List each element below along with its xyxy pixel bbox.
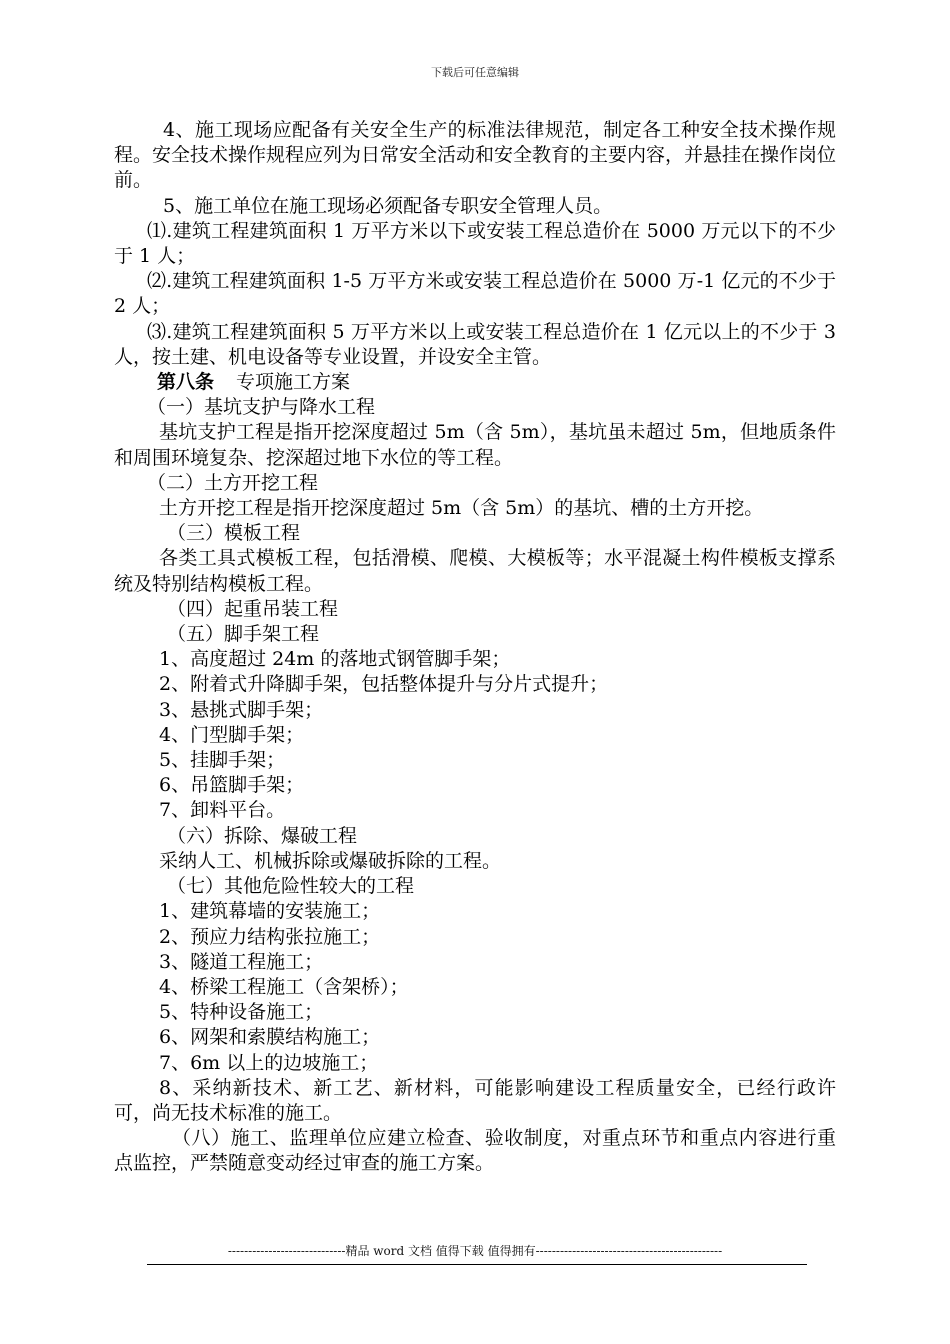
section-7-title: （七）其他危险性较大的工程 xyxy=(167,875,415,898)
footer-rule xyxy=(147,1264,807,1265)
paragraph-safety-staff: 5、施工单位在施工现场必须配备专职安全管理人员。 xyxy=(163,194,613,217)
scaffold-list-item: 3、悬挑式脚手架； xyxy=(159,698,324,721)
hazard-list-item: 2、预应力结构张拉施工； xyxy=(159,925,381,948)
section-8-body: （八）施工、监理单位应建立检查、验收制度，对重点环节和重点内容进行重点监控，严禁随意变动经过审查的施工方案。 xyxy=(114,1127,836,1175)
hazard-list-item: 8、采纳新技术、新工艺、新材料，可能影响建设工程质量安全，已经行政许可，尚无技术标准的施工。 xyxy=(114,1076,836,1124)
scaffold-list-item: 7、卸料平台。 xyxy=(159,799,286,822)
scaffold-list-item: 2、附着式升降脚手架，包括整体提升与分片式提升； xyxy=(159,673,609,696)
section-1-body: 基坑支护工程是指开挖深度超过 5m（含 5m），基坑虽未超过 5m，但地质条件和周围环境复杂、挖深超过地下水位的等工程。 xyxy=(114,421,836,469)
hazard-list-item: 6、网架和索膜结构施工； xyxy=(159,1026,381,1049)
hazard-list-item: 4、桥梁工程施工（含架桥）； xyxy=(159,975,409,998)
page-header: 下载后可任意编辑 xyxy=(431,66,519,79)
article-title: 专项施工方案 xyxy=(236,371,351,394)
article-number: 第八条 xyxy=(157,371,215,394)
section-2-title: （二）土方开挖工程 xyxy=(147,471,319,494)
section-6-body: 采纳人工、机械拆除或爆破拆除的工程。 xyxy=(159,849,502,872)
section-5-title: （五）脚手架工程 xyxy=(167,623,320,646)
scaffold-list-item: 1、高度超过 24m 的落地式钢管脚手架； xyxy=(159,648,511,671)
hazard-list-item: 1、建筑幕墙的安装施工； xyxy=(159,900,381,923)
hazard-list-item: 3、隧道工程施工； xyxy=(159,950,324,973)
section-2-body: 土方开挖工程是指开挖深度超过 5m（含 5m）的基坑、槽的土方开挖。 xyxy=(159,497,764,520)
section-3-title: （三）模板工程 xyxy=(167,522,301,545)
article-heading xyxy=(114,370,836,395)
scaffold-list-item: 5、挂脚手架； xyxy=(159,749,286,772)
section-4-title: （四）起重吊装工程 xyxy=(167,597,339,620)
section-1-title: （一）基坑支护与降水工程 xyxy=(147,396,376,419)
hazard-list-item: 5、特种设备施工； xyxy=(159,1001,324,1024)
paragraph-staff-rule-3: ⑶.建筑工程建筑面积 5 万平方米以上或安装工程总造价在 1 亿元以上的不少于 3 人，按土建、机电设备等专业设置，并设安全主管。 xyxy=(114,320,836,368)
paragraph-staff-rule-1: ⑴.建筑工程建筑面积 1 万平方米以下或安装工程总造价在 5000 万元以下的不少于 1 人； xyxy=(114,219,836,268)
paragraph-staff-rule-2: ⑵.建筑工程建筑面积 1-5 万平方米或安装工程总造价在 5000 万-1 亿元的不少于 2 人； xyxy=(114,270,836,318)
scaffold-list-item: 4、门型脚手架； xyxy=(159,723,305,746)
page-footer: -----------------------------精品 word 文档 值得下载 值得拥有---------------------------------------------- xyxy=(227,1244,723,1258)
hazard-list-item: 7、6m 以上的边坡施工； xyxy=(159,1051,379,1074)
section-3-body: 各类工具式模板工程，包括滑模、爬模、大模板等；水平混凝土构件模板支撑系统及特别结构模板工程。 xyxy=(114,547,836,595)
section-6-title: （六）拆除、爆破工程 xyxy=(167,824,358,847)
scaffold-list-item: 6、吊篮脚手架； xyxy=(159,774,305,797)
paragraph-safety-rules: 4、施工现场应配备有关安全生产的标准法律规范，制定各工种安全技术操作规程。安全技术操作规程应列为日常安全活动和安全教育的主要内容，并悬挂在操作岗位前。 xyxy=(114,119,837,192)
document-body xyxy=(114,118,836,1177)
